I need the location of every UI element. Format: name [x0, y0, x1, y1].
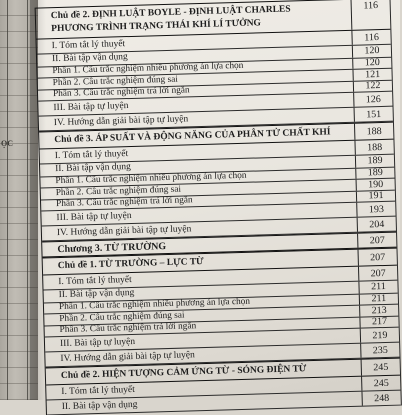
toc-page-number: 188: [366, 141, 383, 153]
toc-page-cell: [353, 69, 391, 81]
toc-entry-title: II. Bài tập vận dụng: [55, 162, 131, 175]
toc-page-cell: [358, 217, 396, 232]
toc-page-cell: [356, 155, 394, 168]
toc-page-number: 191: [368, 190, 384, 202]
toc-page-cell: [359, 249, 397, 266]
toc-entry-title: II. Bài tập vận dụng: [61, 399, 138, 412]
toc-entry-title: Chủ đề 2. HIỆN TƯỢNG CẢM ỨNG TỪ - SÓNG ĐIỆN TỪ: [60, 363, 307, 381]
toc-table: [35, 0, 402, 415]
toc-page-cell: [357, 190, 395, 202]
toc-entry-title: Chương 3. TỪ TRƯỜNG: [57, 240, 167, 255]
toc-page-cell: [362, 359, 400, 376]
toc-entry-title: Phần 3. Câu trắc nghiệm trả lời ngắn: [59, 321, 197, 336]
toc-entry-title: Chủ đề 2. ĐỊNH LUẬT BOYLE - ĐỊNH LUẬT CHARLES: [50, 4, 291, 22]
toc-entry-title: IV. Hướng dẫn giải bài tập tự luyện: [53, 113, 189, 128]
toc-page-cell: [361, 328, 399, 343]
toc-page-cell: [357, 202, 395, 217]
toc-page-cell: [354, 92, 392, 107]
toc-page-number: 189: [367, 155, 383, 167]
toc-page-number: 116: [363, 0, 379, 12]
toc-page-cell: [361, 343, 399, 358]
toc-page-cell: [353, 57, 391, 69]
toc-page-cell: [352, 0, 391, 30]
toc-entry-title: Phần 1. Câu trắc nghiệm nhiều phương án lựa chọn: [55, 171, 247, 187]
toc-entry-title: IV. Hướng dẫn giải bài tập tự luyện: [56, 223, 192, 238]
toc-entry-title: I. Tóm tắt lý thuyết: [51, 38, 126, 51]
toc-entry-title: Phần 3. Câu trắc nghiệm trả lời ngắn: [55, 195, 193, 210]
toc-page-number: 207: [370, 267, 386, 279]
toc-entry-title: Phần 1. Câu trắc nghiệm nhiều phương án lựa chọn: [52, 61, 244, 77]
toc-page-cell: [358, 233, 396, 248]
toc-page-number: 207: [370, 251, 386, 263]
adjacent-page-rule: [27, 0, 28, 400]
toc-page-number: 116: [364, 31, 380, 43]
toc-page-number: 126: [365, 93, 381, 105]
toc-page-number: 219: [372, 329, 388, 341]
toc-entry-title: II. Bài tập vận dụng: [51, 52, 128, 65]
adjacent-page-edge: [0, 0, 38, 400]
toc-entry-title: Phần 1. Câu trắc nghiệm nhiều phương án lựa chọn: [58, 296, 251, 313]
toc-page-number: 204: [369, 218, 385, 230]
toc-page-number: 120: [364, 45, 380, 57]
toc-page-number: 245: [373, 377, 389, 389]
toc-entry-title: IV. Hướng dẫn giải bài tập tự luyện: [60, 349, 195, 364]
toc-page-cell: [355, 123, 393, 140]
toc-entry-title: Chủ đề 1. TỪ TRƯỜNG – LỰC TỪ: [57, 256, 204, 271]
toc-page-cell: [360, 316, 398, 328]
toc-page-number: 245: [373, 361, 389, 373]
toc-page-number: 193: [368, 203, 385, 215]
toc-entry-title: Phần 2. Câu trắc nghiệm đúng sai: [59, 310, 185, 324]
toc-page-number: 122: [365, 80, 381, 92]
toc-entry-title: II. Bài tập vận dụng: [58, 288, 135, 301]
toc-entry-title: III. Bài tập tự luyện: [53, 100, 129, 113]
toc-page-cell: [355, 140, 393, 155]
toc-entry-title: I. Tóm tắt lý thuyết: [58, 274, 132, 287]
toc-page-cell: [360, 293, 398, 305]
toc-entry-title-line2: PHƯƠNG TRÌNH TRẠNG THÁI KHÍ LÍ TƯỞNG: [51, 18, 262, 35]
toc-page-number: 188: [366, 125, 382, 137]
toc-page-number: 235: [372, 344, 388, 356]
toc-page-cell: [357, 179, 395, 191]
toc-page-cell: [360, 305, 398, 317]
toc-page-cell: [353, 45, 391, 58]
toc-page-cell: [359, 281, 397, 294]
toc-page-number: 120: [364, 57, 380, 69]
adjacent-page-text-fragment: ỌC: [1, 139, 13, 148]
toc-page-number: 189: [367, 167, 384, 179]
toc-page-cell: [362, 376, 400, 391]
toc-page-cell: [355, 107, 393, 122]
toc-page-number: 207: [369, 234, 385, 246]
toc-page-number: 248: [374, 392, 390, 404]
toc-page-cell: [352, 30, 390, 45]
toc-page-number: 211: [371, 293, 387, 305]
toc-page-number: 211: [371, 281, 387, 293]
toc-entry-title: I. Tóm tắt lý thuyết: [54, 148, 129, 161]
toc-entry-title: Phần 2. Câu trắc nghiệm đúng sai: [55, 184, 182, 198]
toc-page-number: 190: [368, 178, 384, 191]
toc-page-cell: [362, 391, 400, 406]
toc-page-cell: [359, 266, 397, 281]
toc-page-number: 121: [364, 68, 381, 81]
toc-entry-title: I. Tóm tắt lý thuyết: [61, 384, 135, 397]
toc-page-cell: [356, 167, 394, 179]
adjacent-page-rule: [7, 0, 8, 400]
toc-page-cell: [354, 80, 392, 92]
toc-entry-title: III. Bài tập tự luyện: [59, 336, 136, 349]
toc-page-number: 213: [371, 304, 387, 317]
toc-page-number: 217: [371, 316, 388, 328]
toc-entry-title: Phần 3. Câu trắc nghiệm trả lời ngắn: [52, 85, 190, 100]
toc-entry-title: Phần 2. Câu trắc nghiệm đúng sai: [52, 74, 179, 88]
toc-entry-title: III. Bài tập tự luyện: [56, 210, 132, 223]
toc-entry-title: Chủ đề 3. ÁP SUẤT VÀ ĐỘNG NĂNG CỦA PHÂN TỬ CHẤT KHÍ: [54, 126, 331, 145]
toc-page-number: 151: [366, 108, 382, 120]
